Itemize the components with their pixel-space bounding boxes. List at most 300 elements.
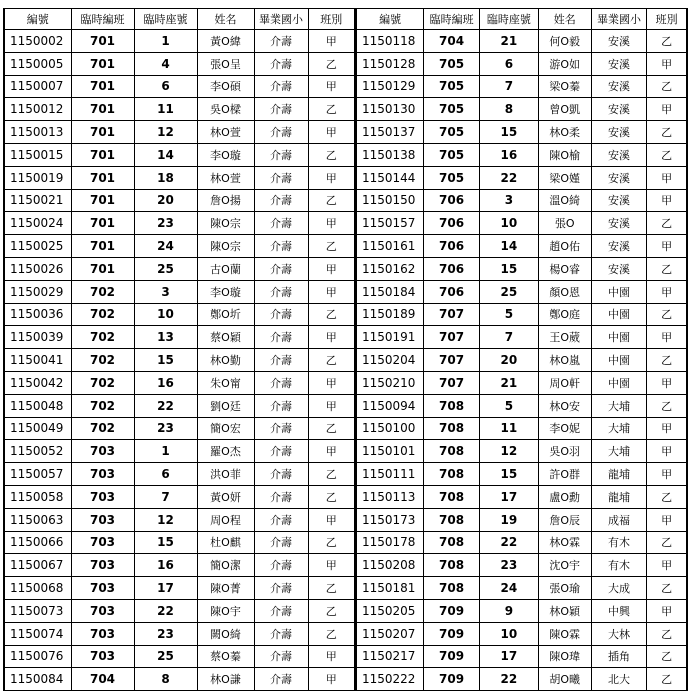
table-row xyxy=(356,280,687,303)
student-id-cell: 1150204 xyxy=(356,349,424,372)
temp-class-cell: 701 xyxy=(71,143,134,166)
primary-school-cell: 有木 xyxy=(591,531,647,554)
table-row xyxy=(4,75,355,98)
table-row xyxy=(356,485,687,508)
table-row xyxy=(356,30,687,53)
temp-class-cell: 703 xyxy=(71,645,134,668)
temp-seat-cell: 10 xyxy=(479,622,538,645)
col-header-primary-school: 畢業國小 xyxy=(591,9,647,30)
temp-class-cell: 702 xyxy=(71,417,134,440)
col-header-group: 班別 xyxy=(647,9,687,30)
name-cell: 詹O辰 xyxy=(538,508,591,531)
temp-seat-cell: 17 xyxy=(479,485,538,508)
temp-class-cell: 701 xyxy=(71,257,134,280)
group-cell: 甲 xyxy=(308,668,355,691)
table-row xyxy=(356,98,687,121)
table-row xyxy=(4,508,355,531)
name-cell: 林O安 xyxy=(538,394,591,417)
primary-school-cell: 龍埔 xyxy=(591,485,647,508)
primary-school-cell: 中園 xyxy=(591,371,647,394)
primary-school-cell: 介壽 xyxy=(254,52,308,75)
group-cell: 甲 xyxy=(308,30,355,53)
col-header-temp-seat: 臨時座號 xyxy=(134,9,197,30)
table-row xyxy=(356,554,687,577)
table-row xyxy=(356,143,687,166)
table-row xyxy=(356,189,687,212)
temp-seat-cell: 14 xyxy=(479,235,538,258)
group-cell: 乙 xyxy=(308,349,355,372)
temp-seat-cell: 23 xyxy=(134,622,197,645)
student-id-cell: 1150181 xyxy=(356,577,424,600)
table-row xyxy=(4,98,355,121)
name-cell: 闕O綺 xyxy=(197,622,254,645)
table-row xyxy=(4,645,355,668)
temp-seat-cell: 24 xyxy=(479,577,538,600)
temp-class-cell: 701 xyxy=(71,235,134,258)
name-cell: 溫O綺 xyxy=(538,189,591,212)
group-cell: 甲 xyxy=(308,257,355,280)
temp-seat-cell: 22 xyxy=(134,599,197,622)
student-id-cell: 1150137 xyxy=(356,121,424,144)
table-row xyxy=(356,166,687,189)
table-row xyxy=(356,668,687,691)
primary-school-cell: 成福 xyxy=(591,508,647,531)
student-id-cell: 1150005 xyxy=(4,52,71,75)
student-id-cell: 1150012 xyxy=(4,98,71,121)
student-id-cell: 1150150 xyxy=(356,189,424,212)
student-id-cell: 1150041 xyxy=(4,349,71,372)
primary-school-cell: 北大 xyxy=(591,668,647,691)
primary-school-cell: 有木 xyxy=(591,554,647,577)
student-id-cell: 1150057 xyxy=(4,463,71,486)
right-roster-table xyxy=(355,8,688,691)
name-cell: 楊O睿 xyxy=(538,257,591,280)
student-id-cell: 1150207 xyxy=(356,622,424,645)
group-cell: 甲 xyxy=(308,280,355,303)
temp-class-cell: 706 xyxy=(424,189,480,212)
name-cell: 杜O麒 xyxy=(197,531,254,554)
table-row xyxy=(4,371,355,394)
name-cell: 顏O恩 xyxy=(538,280,591,303)
student-id-cell: 1150074 xyxy=(4,622,71,645)
table-row xyxy=(356,531,687,554)
group-cell: 甲 xyxy=(647,189,687,212)
temp-class-cell: 704 xyxy=(424,30,480,53)
primary-school-cell: 大成 xyxy=(591,577,647,600)
primary-school-cell: 介壽 xyxy=(254,668,308,691)
group-cell: 乙 xyxy=(308,531,355,554)
temp-class-cell: 701 xyxy=(71,189,134,212)
temp-class-cell: 705 xyxy=(424,166,480,189)
primary-school-cell: 大埔 xyxy=(591,417,647,440)
temp-seat-cell: 1 xyxy=(134,30,197,53)
col-header-student-id: 編號 xyxy=(4,9,71,30)
group-cell: 乙 xyxy=(647,143,687,166)
temp-seat-cell: 8 xyxy=(134,668,197,691)
table-row xyxy=(356,235,687,258)
temp-class-cell: 703 xyxy=(71,440,134,463)
group-cell: 甲 xyxy=(308,394,355,417)
table-row xyxy=(356,303,687,326)
primary-school-cell: 介壽 xyxy=(254,166,308,189)
temp-seat-cell: 10 xyxy=(479,212,538,235)
name-cell: 林O柔 xyxy=(538,121,591,144)
temp-class-cell: 705 xyxy=(424,121,480,144)
table-row xyxy=(4,212,355,235)
name-cell: 胡O曦 xyxy=(538,668,591,691)
primary-school-cell: 安溪 xyxy=(591,75,647,98)
temp-class-cell: 708 xyxy=(424,531,480,554)
student-id-cell: 1150015 xyxy=(4,143,71,166)
name-cell: 何O毅 xyxy=(538,30,591,53)
temp-class-cell: 707 xyxy=(424,349,480,372)
student-id-cell: 1150222 xyxy=(356,668,424,691)
group-cell: 甲 xyxy=(647,463,687,486)
student-id-cell: 1150210 xyxy=(356,371,424,394)
temp-seat-cell: 6 xyxy=(134,463,197,486)
group-cell: 乙 xyxy=(308,189,355,212)
name-cell: 蔡O蓁 xyxy=(197,645,254,668)
name-cell: 吳O羽 xyxy=(538,440,591,463)
temp-seat-cell: 6 xyxy=(134,75,197,98)
student-id-cell: 1150205 xyxy=(356,599,424,622)
name-cell: 簡O潔 xyxy=(197,554,254,577)
primary-school-cell: 插角 xyxy=(591,645,647,668)
primary-school-cell: 中園 xyxy=(591,303,647,326)
group-cell: 乙 xyxy=(647,485,687,508)
temp-class-cell: 703 xyxy=(71,577,134,600)
primary-school-cell: 介壽 xyxy=(254,30,308,53)
name-cell: 陳O菁 xyxy=(197,577,254,600)
temp-class-cell: 701 xyxy=(71,98,134,121)
temp-seat-cell: 25 xyxy=(134,645,197,668)
student-id-cell: 1150063 xyxy=(4,508,71,531)
student-id-cell: 1150128 xyxy=(356,52,424,75)
temp-class-cell: 709 xyxy=(424,645,480,668)
temp-class-cell: 707 xyxy=(424,326,480,349)
name-cell: 林O萱 xyxy=(197,121,254,144)
temp-seat-cell: 9 xyxy=(479,599,538,622)
primary-school-cell: 安溪 xyxy=(591,30,647,53)
table-row xyxy=(356,599,687,622)
col-header-name: 姓名 xyxy=(197,9,254,30)
temp-class-cell: 701 xyxy=(71,75,134,98)
temp-class-cell: 705 xyxy=(424,143,480,166)
temp-class-cell: 705 xyxy=(424,98,480,121)
student-id-cell: 1150024 xyxy=(4,212,71,235)
table-row xyxy=(356,52,687,75)
col-header-temp-class: 臨時編班 xyxy=(71,9,134,30)
temp-class-cell: 703 xyxy=(71,599,134,622)
table-row xyxy=(356,508,687,531)
temp-class-cell: 706 xyxy=(424,257,480,280)
table-row xyxy=(356,75,687,98)
group-cell: 甲 xyxy=(308,645,355,668)
primary-school-cell: 安溪 xyxy=(591,212,647,235)
col-header-name: 姓名 xyxy=(538,9,591,30)
name-cell: 林O穎 xyxy=(538,599,591,622)
student-id-cell: 1150217 xyxy=(356,645,424,668)
temp-class-cell: 707 xyxy=(424,371,480,394)
student-id-cell: 1150058 xyxy=(4,485,71,508)
temp-class-cell: 705 xyxy=(424,75,480,98)
group-cell: 乙 xyxy=(647,75,687,98)
col-header-student-id: 編號 xyxy=(356,9,424,30)
group-cell: 甲 xyxy=(308,212,355,235)
name-cell: 李O璇 xyxy=(197,143,254,166)
primary-school-cell: 介壽 xyxy=(254,531,308,554)
student-id-cell: 1150184 xyxy=(356,280,424,303)
right-header-row xyxy=(356,9,687,30)
primary-school-cell: 介壽 xyxy=(254,75,308,98)
table-row xyxy=(4,394,355,417)
temp-class-cell: 708 xyxy=(424,485,480,508)
group-cell: 甲 xyxy=(647,440,687,463)
group-cell: 乙 xyxy=(308,599,355,622)
primary-school-cell: 龍埔 xyxy=(591,463,647,486)
student-id-cell: 1150066 xyxy=(4,531,71,554)
group-cell: 乙 xyxy=(308,463,355,486)
name-cell: 詹O揚 xyxy=(197,189,254,212)
table-row xyxy=(4,599,355,622)
temp-seat-cell: 8 xyxy=(479,98,538,121)
table-row xyxy=(4,554,355,577)
table-row xyxy=(356,371,687,394)
table-row xyxy=(4,440,355,463)
temp-class-cell: 709 xyxy=(424,668,480,691)
temp-seat-cell: 22 xyxy=(134,394,197,417)
group-cell: 乙 xyxy=(308,235,355,258)
primary-school-cell: 介壽 xyxy=(254,440,308,463)
group-cell: 甲 xyxy=(647,166,687,189)
group-cell: 甲 xyxy=(308,121,355,144)
primary-school-cell: 介壽 xyxy=(254,371,308,394)
table-row xyxy=(356,121,687,144)
table-row xyxy=(4,349,355,372)
primary-school-cell: 安溪 xyxy=(591,143,647,166)
name-cell: 梁O嫤 xyxy=(538,166,591,189)
student-id-cell: 1150191 xyxy=(356,326,424,349)
temp-seat-cell: 16 xyxy=(479,143,538,166)
group-cell: 乙 xyxy=(647,577,687,600)
primary-school-cell: 安溪 xyxy=(591,121,647,144)
table-row xyxy=(4,622,355,645)
temp-seat-cell: 17 xyxy=(479,645,538,668)
primary-school-cell: 介壽 xyxy=(254,257,308,280)
group-cell: 乙 xyxy=(308,52,355,75)
temp-seat-cell: 22 xyxy=(479,531,538,554)
student-id-cell: 1150026 xyxy=(4,257,71,280)
student-id-cell: 1150129 xyxy=(356,75,424,98)
table-row xyxy=(4,417,355,440)
temp-seat-cell: 23 xyxy=(134,417,197,440)
primary-school-cell: 介壽 xyxy=(254,235,308,258)
name-cell: 張O xyxy=(538,212,591,235)
student-id-cell: 1150036 xyxy=(4,303,71,326)
student-id-cell: 1150094 xyxy=(356,394,424,417)
col-header-primary-school: 畢業國小 xyxy=(254,9,308,30)
temp-seat-cell: 25 xyxy=(479,280,538,303)
group-cell: 甲 xyxy=(647,235,687,258)
name-cell: 林O霖 xyxy=(538,531,591,554)
student-id-cell: 1150161 xyxy=(356,235,424,258)
group-cell: 甲 xyxy=(308,508,355,531)
student-id-cell: 1150101 xyxy=(356,440,424,463)
student-id-cell: 1150013 xyxy=(4,121,71,144)
group-cell: 甲 xyxy=(647,98,687,121)
student-id-cell: 1150100 xyxy=(356,417,424,440)
primary-school-cell: 中園 xyxy=(591,280,647,303)
primary-school-cell: 中園 xyxy=(591,326,647,349)
temp-seat-cell: 15 xyxy=(134,349,197,372)
temp-seat-cell: 5 xyxy=(479,303,538,326)
table-row xyxy=(4,121,355,144)
name-cell: 洪O菲 xyxy=(197,463,254,486)
student-id-cell: 1150076 xyxy=(4,645,71,668)
table-row xyxy=(4,235,355,258)
name-cell: 黃O妍 xyxy=(197,485,254,508)
student-id-cell: 1150084 xyxy=(4,668,71,691)
temp-seat-cell: 7 xyxy=(134,485,197,508)
name-cell: 林O勤 xyxy=(197,349,254,372)
name-cell: 李O碩 xyxy=(197,75,254,98)
temp-class-cell: 701 xyxy=(71,52,134,75)
group-cell: 乙 xyxy=(308,577,355,600)
student-id-cell: 1150067 xyxy=(4,554,71,577)
group-cell: 乙 xyxy=(308,143,355,166)
name-cell: 梁O蓁 xyxy=(538,75,591,98)
primary-school-cell: 大埔 xyxy=(591,440,647,463)
name-cell: 許O群 xyxy=(538,463,591,486)
temp-class-cell: 708 xyxy=(424,508,480,531)
temp-seat-cell: 15 xyxy=(479,257,538,280)
temp-class-cell: 702 xyxy=(71,371,134,394)
temp-class-cell: 708 xyxy=(424,440,480,463)
temp-seat-cell: 10 xyxy=(134,303,197,326)
group-cell: 甲 xyxy=(647,554,687,577)
group-cell: 乙 xyxy=(308,485,355,508)
group-cell: 甲 xyxy=(308,371,355,394)
temp-class-cell: 706 xyxy=(424,235,480,258)
name-cell: 簡O宏 xyxy=(197,417,254,440)
student-id-cell: 1150144 xyxy=(356,166,424,189)
name-cell: 陳O瑋 xyxy=(538,645,591,668)
name-cell: 趙O佑 xyxy=(538,235,591,258)
group-cell: 乙 xyxy=(647,394,687,417)
student-id-cell: 1150021 xyxy=(4,189,71,212)
primary-school-cell: 介壽 xyxy=(254,280,308,303)
name-cell: 王O葳 xyxy=(538,326,591,349)
primary-school-cell: 安溪 xyxy=(591,166,647,189)
temp-seat-cell: 13 xyxy=(134,326,197,349)
group-cell: 乙 xyxy=(647,212,687,235)
temp-seat-cell: 1 xyxy=(134,440,197,463)
name-cell: 陳O榆 xyxy=(538,143,591,166)
primary-school-cell: 介壽 xyxy=(254,121,308,144)
table-row xyxy=(356,212,687,235)
table-row xyxy=(4,280,355,303)
student-id-cell: 1150048 xyxy=(4,394,71,417)
name-cell: 陳O宇 xyxy=(197,599,254,622)
primary-school-cell: 安溪 xyxy=(591,98,647,121)
temp-class-cell: 701 xyxy=(71,212,134,235)
table-row xyxy=(4,303,355,326)
student-id-cell: 1150042 xyxy=(4,371,71,394)
temp-seat-cell: 3 xyxy=(134,280,197,303)
student-id-cell: 1150052 xyxy=(4,440,71,463)
temp-class-cell: 708 xyxy=(424,417,480,440)
primary-school-cell: 介壽 xyxy=(254,349,308,372)
primary-school-cell: 大林 xyxy=(591,622,647,645)
table-row xyxy=(4,485,355,508)
primary-school-cell: 介壽 xyxy=(254,554,308,577)
primary-school-cell: 介壽 xyxy=(254,508,308,531)
table-row xyxy=(4,668,355,691)
table-row xyxy=(4,143,355,166)
primary-school-cell: 介壽 xyxy=(254,417,308,440)
temp-class-cell: 708 xyxy=(424,394,480,417)
table-row xyxy=(356,394,687,417)
primary-school-cell: 介壽 xyxy=(254,143,308,166)
temp-class-cell: 703 xyxy=(71,531,134,554)
student-id-cell: 1150173 xyxy=(356,508,424,531)
name-cell: 周O軒 xyxy=(538,371,591,394)
left-header-row xyxy=(4,9,355,30)
temp-seat-cell: 16 xyxy=(134,371,197,394)
temp-seat-cell: 19 xyxy=(479,508,538,531)
table-row xyxy=(4,257,355,280)
temp-class-cell: 703 xyxy=(71,622,134,645)
temp-class-cell: 703 xyxy=(71,485,134,508)
group-cell: 乙 xyxy=(647,531,687,554)
table-row xyxy=(356,645,687,668)
student-id-cell: 1150189 xyxy=(356,303,424,326)
group-cell: 乙 xyxy=(647,645,687,668)
table-row xyxy=(356,622,687,645)
group-cell: 乙 xyxy=(308,98,355,121)
temp-seat-cell: 5 xyxy=(479,394,538,417)
temp-class-cell: 703 xyxy=(71,463,134,486)
table-row xyxy=(356,440,687,463)
temp-class-cell: 702 xyxy=(71,394,134,417)
temp-class-cell: 707 xyxy=(424,303,480,326)
temp-class-cell: 701 xyxy=(71,121,134,144)
table-row xyxy=(356,349,687,372)
group-cell: 甲 xyxy=(308,554,355,577)
student-id-cell: 1150118 xyxy=(356,30,424,53)
primary-school-cell: 介壽 xyxy=(254,212,308,235)
name-cell: 林O萱 xyxy=(197,166,254,189)
student-id-cell: 1150049 xyxy=(4,417,71,440)
group-cell: 甲 xyxy=(647,52,687,75)
student-id-cell: 1150002 xyxy=(4,30,71,53)
right-roster-body xyxy=(356,30,687,691)
group-cell: 甲 xyxy=(308,166,355,189)
temp-class-cell: 702 xyxy=(71,280,134,303)
group-cell: 乙 xyxy=(647,30,687,53)
student-id-cell: 1150162 xyxy=(356,257,424,280)
student-id-cell: 1150113 xyxy=(356,485,424,508)
table-row xyxy=(4,326,355,349)
temp-seat-cell: 23 xyxy=(479,554,538,577)
group-cell: 乙 xyxy=(647,257,687,280)
table-row xyxy=(356,577,687,600)
group-cell: 乙 xyxy=(308,622,355,645)
temp-seat-cell: 11 xyxy=(134,98,197,121)
primary-school-cell: 介壽 xyxy=(254,485,308,508)
temp-seat-cell: 11 xyxy=(479,417,538,440)
group-cell: 甲 xyxy=(647,417,687,440)
